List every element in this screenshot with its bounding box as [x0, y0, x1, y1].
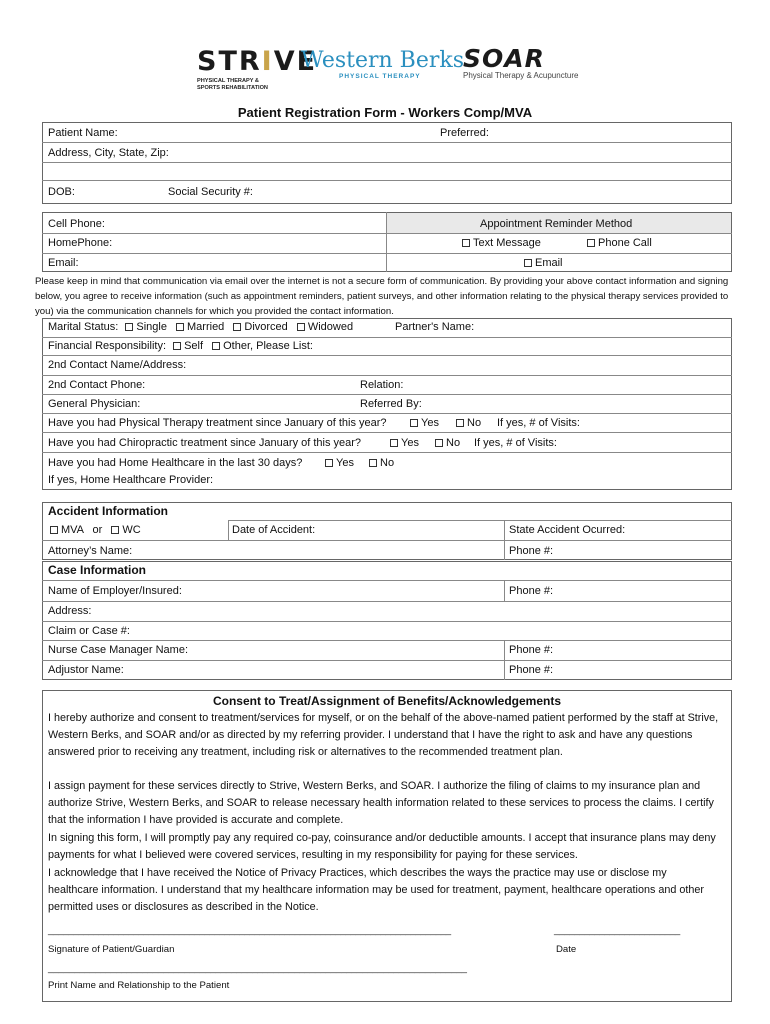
- phone-call-label: Phone Call: [598, 237, 652, 249]
- employer-phone-field[interactable]: Phone #:: [509, 585, 554, 597]
- strive-logo-text-end: VE: [273, 46, 318, 77]
- logo-bar: [195, 42, 585, 94]
- western-berks-logo: [301, 48, 464, 80]
- adjustor-phone-field[interactable]: Phone #:: [509, 664, 554, 676]
- strive-logo: [197, 46, 317, 91]
- email-option[interactable]: [524, 257, 563, 269]
- pt-question: Have you had Physical Therapy treatment since January of this year?: [48, 417, 387, 429]
- date-label: Date: [556, 944, 577, 955]
- divider: [42, 601, 732, 602]
- phone-call-option[interactable]: [587, 237, 652, 249]
- no-label: No: [446, 437, 461, 449]
- privacy-notice: Please keep in mind that communication via email over the internet is not a secure form of communication. By providing your above contact information and signing below, you agree to receive information (such as appointment reminders, patient surveys, and other information relating to the physical therapy services provided to you) via the communication channels for which you provided the contact information.: [35, 276, 729, 317]
- form-title: Patient Registration Form - Workers Comp/MVA: [237, 105, 533, 120]
- single-option[interactable]: Single: [136, 321, 167, 333]
- soar-logo: [463, 44, 578, 80]
- consent-paragraph-4: I acknowledge that I have received the Notice of Privacy Practices, which describes the ways the practice may use or disclose my healthcare information. I understand that my healthcare information may be used for treatment, payment, healthcare operations and other permitted uses or disclosures as described in the Notice.: [48, 867, 704, 913]
- divider: [504, 520, 505, 560]
- chiro-question: Have you had Chiropractic treatment since January of this year?: [48, 437, 362, 449]
- checkbox-icon[interactable]: [325, 459, 333, 467]
- signature-line[interactable]: ________________________________________________________________________________: [48, 925, 451, 936]
- checkbox-icon[interactable]: [233, 323, 241, 331]
- home-yes-option[interactable]: [325, 457, 354, 469]
- ssn-field[interactable]: Social Security #:: [168, 186, 253, 198]
- strive-logo-i: I: [261, 46, 274, 77]
- checkbox-icon[interactable]: [435, 439, 443, 447]
- soar-logo-text: SOAR: [463, 44, 545, 73]
- divorced-option[interactable]: Divorced: [244, 321, 288, 333]
- financial-responsibility-row: [48, 340, 313, 352]
- state-accident-field[interactable]: State Accident Ocurred:: [509, 524, 626, 536]
- yes-label: Yes: [421, 417, 439, 429]
- checkbox-icon[interactable]: [111, 526, 119, 534]
- email-field[interactable]: Email:: [48, 257, 79, 269]
- divider: [42, 394, 732, 395]
- strive-logo-text: STR: [197, 46, 262, 77]
- married-option[interactable]: Married: [187, 321, 225, 333]
- adjustor-name-field[interactable]: Adjustor Name:: [48, 664, 124, 676]
- preferred-name-field[interactable]: Preferred:: [440, 127, 489, 139]
- checkbox-icon[interactable]: [297, 323, 305, 331]
- divider: [42, 337, 732, 338]
- mva-option[interactable]: MVA: [61, 524, 84, 536]
- strive-logo-subtitle: PHYSICAL THERAPY &: [197, 78, 259, 84]
- relation-field[interactable]: Relation:: [360, 379, 404, 391]
- home-no-option[interactable]: [369, 457, 394, 469]
- print-name-line[interactable]: ________________________________________________________________________________: [48, 963, 467, 974]
- chiro-visits-field[interactable]: If yes, # of Visits:: [474, 437, 557, 449]
- divider: [42, 355, 732, 356]
- reminder-method-heading: Appointment Reminder Method: [480, 218, 633, 230]
- referred-by-field[interactable]: Referred By:: [360, 398, 422, 410]
- nurse-case-manager-field[interactable]: Nurse Case Manager Name:: [48, 644, 189, 656]
- home-healthcare-question: Have you had Home Healthcare in the last 30 days?: [48, 457, 303, 469]
- accident-heading: Accident Information: [48, 504, 169, 518]
- other-option[interactable]: Other, Please List:: [223, 340, 313, 352]
- marital-status-label: Marital Status:: [48, 321, 119, 333]
- text-message-option[interactable]: [462, 237, 541, 249]
- checkbox-icon[interactable]: [125, 323, 133, 331]
- checkbox-icon[interactable]: [587, 239, 595, 247]
- date-line[interactable]: _________________________: [554, 925, 680, 936]
- attorney-phone-field[interactable]: Phone #:: [509, 545, 554, 557]
- widowed-option[interactable]: Widowed: [307, 321, 354, 333]
- checkbox-icon[interactable]: [456, 419, 464, 427]
- divider: [228, 520, 229, 540]
- divider: [42, 233, 732, 234]
- second-contact-phone-field[interactable]: 2nd Contact Phone:: [48, 379, 146, 391]
- divider: [42, 253, 732, 254]
- checkbox-icon[interactable]: [390, 439, 398, 447]
- claim-number-field[interactable]: Claim or Case #:: [48, 625, 130, 637]
- financial-responsibility-label: Financial Responsibility:: [48, 340, 166, 352]
- case-heading: Case Information: [48, 563, 147, 577]
- checkbox-icon[interactable]: [369, 459, 377, 467]
- partner-name-field[interactable]: Partner's Name:: [395, 321, 475, 333]
- strive-logo-subtitle-2: SPORTS REHABILITATION: [197, 85, 268, 91]
- home-healthcare-provider-field[interactable]: If yes, Home Healthcare Provider:: [48, 474, 214, 486]
- divider: [42, 660, 732, 661]
- email-option-label: Email: [535, 257, 563, 269]
- cell-phone-field[interactable]: Cell Phone:: [48, 218, 105, 230]
- pt-visits-field[interactable]: If yes, # of Visits:: [497, 417, 580, 429]
- chiro-no-option[interactable]: [435, 437, 460, 449]
- chiro-yes-option[interactable]: [390, 437, 419, 449]
- address-field[interactable]: Address, City, State, Zip:: [48, 147, 169, 159]
- nurse-phone-field[interactable]: Phone #:: [509, 644, 554, 656]
- western-berks-logo-text: Western Berks: [301, 48, 464, 73]
- divider: [42, 375, 732, 376]
- attorney-name-field[interactable]: Attorney’s Name:: [48, 545, 133, 557]
- home-phone-field[interactable]: HomePhone:: [48, 237, 113, 249]
- marital-status-row: [48, 321, 353, 333]
- divider: [42, 540, 732, 541]
- checkbox-icon[interactable]: [462, 239, 470, 247]
- general-physician-field[interactable]: General Physician:: [48, 398, 141, 410]
- divider: [42, 180, 732, 181]
- western-berks-logo-subtitle: PHYSICAL THERAPY: [339, 73, 421, 80]
- divider: [504, 640, 505, 680]
- self-option[interactable]: Self: [184, 340, 204, 352]
- divider: [504, 580, 505, 601]
- consent-heading: Consent to Treat/Assignment of Benefits/Acknowledgements: [212, 694, 562, 708]
- divider: [42, 640, 732, 641]
- divider: [42, 452, 732, 453]
- divider: [386, 212, 387, 272]
- employer-field[interactable]: Name of Employer/Insured:: [48, 585, 182, 597]
- checkbox-icon[interactable]: [173, 342, 181, 350]
- checkbox-icon[interactable]: [524, 259, 532, 267]
- divider: [42, 621, 732, 622]
- checkbox-icon[interactable]: [212, 342, 220, 350]
- divider: [228, 520, 732, 521]
- consent-paragraph-3: In signing this form, I will promptly pay any required co-pay, coinsurance and/or deductible amounts. I accept that insurance plans may deny payments for what I believed were covered services, resulting in my responsibility for paying for these services.: [48, 832, 716, 861]
- second-contact-name-field[interactable]: 2nd Contact Name/Address:: [48, 359, 187, 371]
- divider: [42, 142, 732, 143]
- date-of-accident-field[interactable]: Date of Accident:: [232, 524, 316, 536]
- checkbox-icon[interactable]: [410, 419, 418, 427]
- signature-label: Signature of Patient/Guardian: [48, 944, 175, 955]
- no-label: No: [380, 457, 395, 469]
- no-label: No: [467, 417, 482, 429]
- or-label: or: [92, 524, 103, 536]
- consent-paragraph-1: I hereby authorize and consent to treatment/services for myself, or on the behalf of the above-named patient performed by the staff at Strive, Western Berks, and SOAR and/or as directed by my referring provider. I understand that I have the right to ask and have any questions answered prior to receiving any treatment, including risk or alternatives to the recommended treatment plan.: [48, 712, 719, 758]
- wc-option[interactable]: WC: [122, 524, 141, 536]
- yes-label: Yes: [336, 457, 354, 469]
- checkbox-icon[interactable]: [176, 323, 184, 331]
- text-message-label: Text Message: [473, 237, 541, 249]
- accident-type-row: [50, 524, 141, 536]
- dob-field[interactable]: DOB:: [48, 186, 75, 198]
- checkbox-icon[interactable]: [50, 526, 58, 534]
- divider: [42, 162, 732, 163]
- pt-no-option[interactable]: [456, 417, 481, 429]
- soar-logo-subtitle: Physical Therapy & Acupuncture: [463, 71, 579, 80]
- divider: [42, 413, 732, 414]
- divider: [42, 580, 732, 581]
- print-name-label: Print Name and Relationship to the Patient: [48, 980, 230, 991]
- divider: [42, 432, 732, 433]
- consent-paragraph-2: I assign payment for these services directly to Strive, Western Berks, and SOAR. I authorize the filing of claims to my insurance plan and authorize Strive, Western Berks, and SOAR to release necessary health information related to these services to process the claims. I certify that the information I have provided is accurate and complete.: [48, 780, 714, 826]
- patient-name-field[interactable]: Patient Name:: [48, 127, 118, 139]
- case-address-field[interactable]: Address:: [48, 605, 92, 617]
- yes-label: Yes: [401, 437, 419, 449]
- personal-info-box: [42, 122, 732, 204]
- pt-yes-option[interactable]: [410, 417, 439, 429]
